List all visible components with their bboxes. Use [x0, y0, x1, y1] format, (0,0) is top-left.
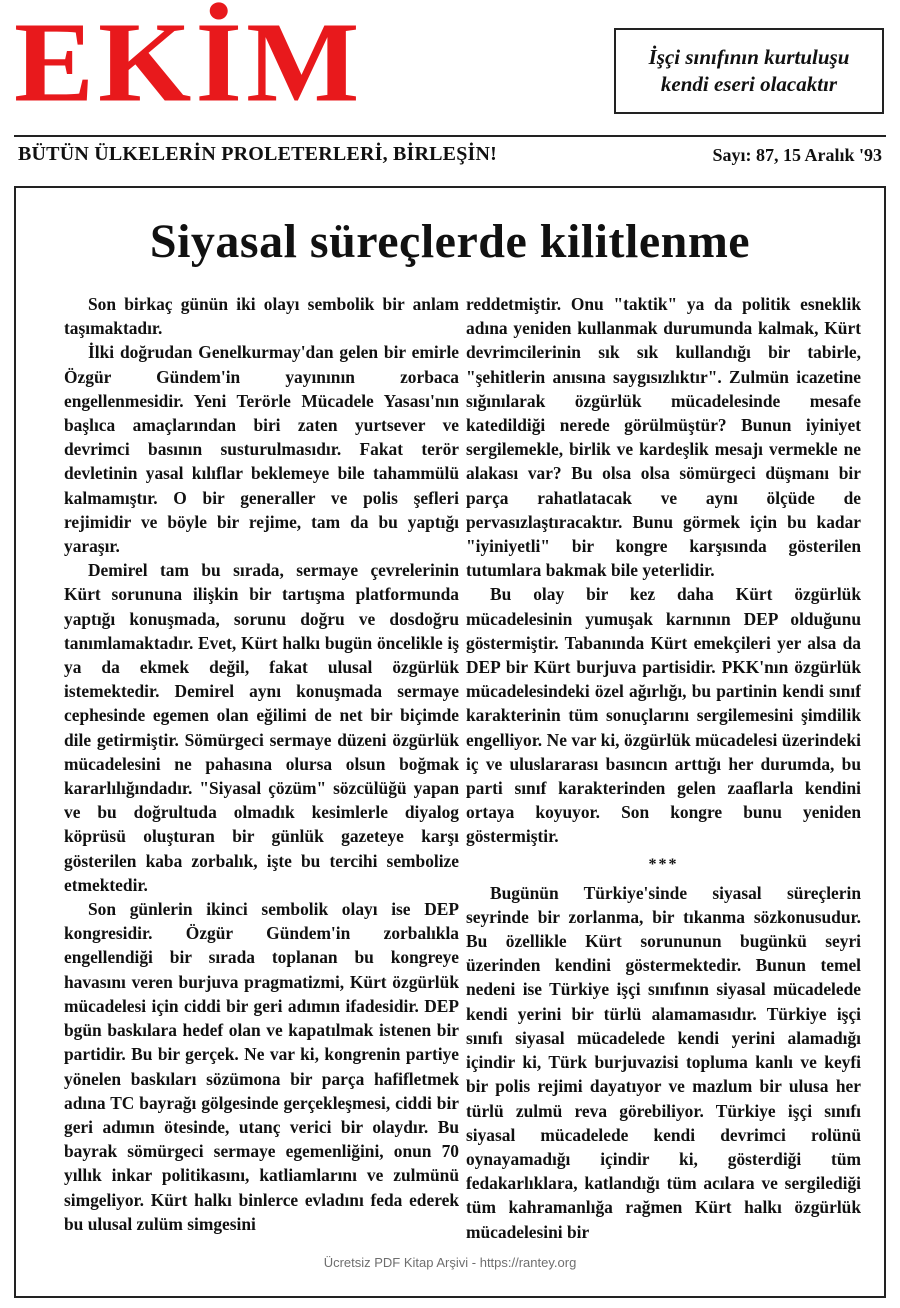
paragraph: Bu olay bir kez daha Kürt özgürlük mücadelesinin yumuşak karnının DEP olduğunu göstermiştir. Tabanında Kürt emekçileri yer alsa da DEP bir Kürt burjuva partisidir. PKK'nın özgürlük mücadelesindeki özel ağırlığı, bu partinin kendi sınıf karakterinin tüm sonuçlarını sergilemesini şimdilik engelliyor. Ne var ki, özgürlük mücadelesi üzerindeki iç ve uluslararası basıncın arttığı her durumda, bu parti sınıf karakterinden gelen zaaflarla kendini ortaya koyuyor. Son kongre bunu yeniden göstermiştir. [466, 584, 861, 847]
masthead-slogan: BÜTÜN ÜLKELERİN PROLETERLERİ, BİRLEŞİN! [18, 143, 498, 165]
paragraph: reddetmiştir. Onu "taktik" ya da politik esneklik adına yeniden kullanmak durumunda kalmak, Kürt devrimcilerinin sık sık kullandığı bir tabirle, "şehitlerin anısına saygısızlıktır". Zulmün icazetine sığınılarak özgürlük mücadelesinde mesafe katedildiği nerede görülmüştür? Bunun iyiniyet sergilemekle, birlik ve kardeşlik mesajı vermekle ne alakası var? Bu olsa olsa sömürgeci düşmanı bir parça rahatlatacak ve aynı ölçüde de pervasızlaştıracaktır. Bunu görmek için bu kadar "iyiniyetli" bir kongre karşısında gösterilen tutumlara bakmak bile yeterlidir. [466, 294, 861, 581]
paragraph: Demirel tam bu sırada, sermaye çevrelerinin Kürt sorununa ilişkin bir tartışma platformunda yaptığı konuşmada, sorunu doğru ve dosdoğru tanımlamaktadır. Evet, Kürt halkı bugün öncelikle iş ya da ekmek değil, fakat ulusal özgürlük istemektedir. Demirel aynı konuşmada sermaye cephesinde egemen olan eğilimi de net bir biçimde dile getirmiştir. Sömürgeci sermaye düzeni özgürlük mücadelesini ne pahasına olursa olsun boğmak kararlılığındadır. "Siyasal çözüm" sözcülüğü yapan ve bu doğrultuda olmadık kesimlerle diyalog köprüsü oluşturan bir günlük gazeteye karşı gösterilen kaba zorbalık, işte bu tercihi sembolize etmektedir. [64, 560, 459, 895]
watermark: Ücretsiz PDF Kitap Arşivi - https://rantey.org [323, 1255, 577, 1270]
paragraph: İlki doğrudan Genelkurmay'dan gelen bir emirle Özgür Gündem'in yayınının zorbaca engellenmesidir. Yeni Terörle Mücadele Yasası'nın başlıca amaçlarından biri zaten yurtsever ve devrimci basının susturulmasıdır. Fakat terör devletinin yasal kılıflar beklemeye bile tahammülü kalmamıştır. O bir generaller ve polis şefleri rejimidir ve böyle bir rejime, tam da bu yaptığı yaraşır. [64, 342, 459, 557]
article-left-column [64, 292, 459, 1292]
article-frame [14, 186, 886, 1298]
paragraph: Bugünün Türkiye'sinde siyasal süreçlerin seyrinde bir zorlanma, bir tıkanma sözkonusudur. Bu özellikle Kürt sorununun bugünkü seyri üzerinden kendini göstermektedir. Bunun temel nedeni ise Türkiye işçi sınıfının siyasal mücadelede kendi yerini bir türlü alamamasıdır. Türkiye işçi sınıfı siyasal mücadelede kendi yerini alamadığı içindir ki, Türk burjuvazisi topluma kanlı ve keyfi bir polis rejimi dayatıyor ve mazlum bir ulusa her türlü zulmü reva görebiliyor. Türkiye işçi sınıfı siyasal mücadelede kendi devrimci rolünü oynayamadığı içindir ki, gösterdiği tüm fedakarlıklara, katlandığı tüm acılara ve sergilediği tüm kahramanlığa rağmen Kürt halkı özgürlük mücadelesini bir [466, 882, 861, 1242]
masthead-logo: EKİM [14, 0, 364, 125]
issue-info: Sayı: 87, 15 Aralık '93 [712, 145, 882, 165]
paragraph: Son birkaç günün iki olayı sembolik bir anlam taşımaktadır. [64, 294, 459, 339]
masthead-divider [14, 135, 886, 137]
motto-line-2: kendi eseri olacaktır [660, 72, 838, 96]
motto-box [614, 28, 884, 114]
article-headline: Siyasal süreçlerde kilitlenme [149, 215, 751, 268]
motto-line-1: İşçi sınıfının kurtuluşu [648, 45, 850, 69]
paragraph: Son günlerin ikinci sembolik olayı ise DEP kongresidir. Özgür Gündem'in zorbalıkla engellendiği bir sırada toplanan bu kongreye havasını veren burjuva pragmatizmi, Kürt özgürlük mücadelesi için ciddi bir geri adımın ifadesidir. DEP bgün baskılara hedef olan ve kapatılmak istenen bir partidir. Bu bir gerçek. Ne var ki, kongrenin partiye yönelen baskıları sözümona bir parça hafifletmek adına TC bayrağı gölgesinde gerçekleşmesi, ciddi bir geri adımın ötesinde, utanç verici bir olaydır. Bu bayrak sömürgeci sermaye egemenliğini, onun 70 yıllık inkar politikasını, katliamlarını ve zulmünü simgeliyor. Kürt halkı binlerce evladını feda ederek bu ulusal zulüm simgesini [64, 899, 459, 1234]
section-separator: *** [648, 855, 679, 873]
article-right-column [466, 292, 861, 1292]
